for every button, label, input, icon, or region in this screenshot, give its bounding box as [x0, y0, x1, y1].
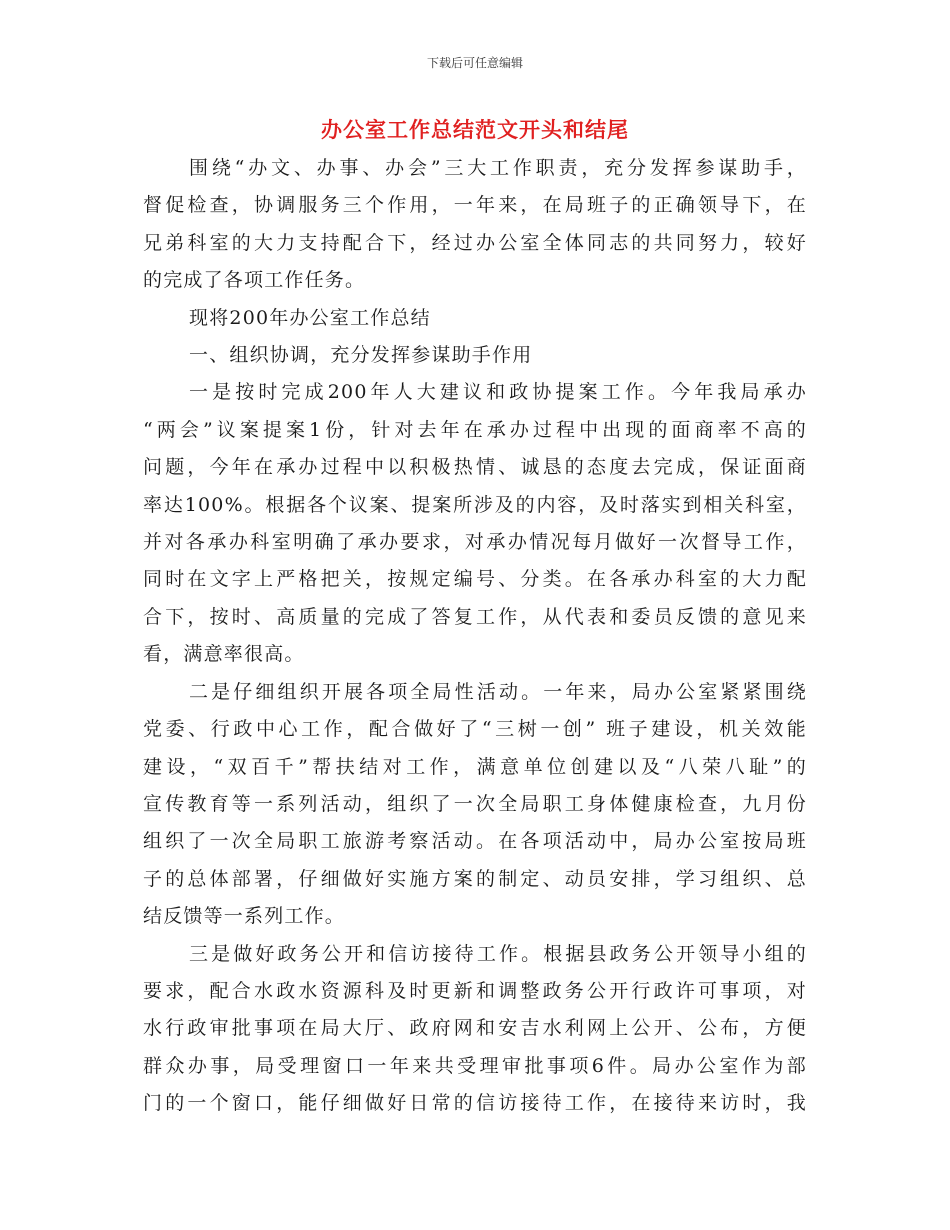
- text-line: 兄弟科室的大力支持配合下，经过办公室全体同志的共同努力，较好: [143, 231, 807, 254]
- text-line: 门的一个窗口，能仔细做好日常的信访接待工作，在接待来访时，我: [143, 1092, 807, 1115]
- text-line: 子的总体部署，仔细做好实施方案的制定、动员安排，学习组织、总: [143, 867, 807, 890]
- paragraph: [143, 374, 807, 673]
- text-line: 结反馈等一系列工作。: [143, 905, 346, 928]
- text-line: 并对各承办科室明确了承办要求，对承办情况每月做好一次督导工作，: [143, 531, 807, 554]
- paragraph: [143, 936, 807, 1123]
- text-line: 围绕“办文、办事、办会”三大工作职责，充分发挥参谋助手，: [189, 157, 807, 179]
- text-line: 合下，按时、高质量的完成了答复工作，从代表和委员反馈的意见来: [143, 605, 807, 628]
- paragraph: [143, 150, 807, 300]
- text-line: 水行政审批事项在局大厅、政府网和安吉水利网上公开、公布，方便: [143, 1017, 807, 1040]
- text-line: 现将200年办公室工作总结: [189, 306, 431, 329]
- text-line: 二是仔细组织开展各项全局性活动。一年来，局办公室紧紧围绕: [189, 680, 807, 703]
- text-line: “两会”议案提案1份，针对去年在承办过程中出现的面商率不高的: [143, 418, 807, 441]
- text-line: 一是按时完成200年人大建议和政协提案工作。今年我局承办: [189, 381, 807, 404]
- paragraph: [143, 674, 807, 936]
- text-line: 一、组织协调，充分发挥参谋助手作用: [189, 344, 533, 367]
- text-line: 三是做好政务公开和信访接待工作。根据县政务公开领导小组的: [189, 942, 807, 965]
- page-header-note: 下载后可任意编辑: [426, 56, 523, 70]
- text-line: 率达100%。根据各个议案、提案所涉及的内容，及时落实到相关科室，: [143, 493, 807, 516]
- text-line: 看，满意率很高。: [143, 643, 305, 666]
- document-title: 办公室工作总结范文开头和结尾: [321, 117, 629, 142]
- text-line: 组织了一次全局职工旅游考察活动。在各项活动中，局办公室按局班: [143, 830, 807, 853]
- text-line: 的完成了各项工作任务。: [143, 269, 366, 292]
- text-line: 要求，配合水政水资源科及时更新和调整政务公开行政许可事项，对: [143, 979, 807, 1002]
- text-line: 群众办事，局受理窗口一年来共受理审批事项6件。局办公室作为部: [143, 1054, 807, 1077]
- section-heading: [143, 337, 807, 374]
- document-body: [143, 150, 807, 1123]
- text-line: 同时在文字上严格把关，按规定编号、分类。在各承办科室的大力配: [143, 568, 807, 591]
- text-line: 建设，“双百千”帮扶结对工作，满意单位创建以及“八荣八耻”的: [143, 755, 807, 778]
- text-line: 问题，今年在承办过程中以积极热情、诚恳的态度去完成，保证面商: [143, 456, 807, 479]
- text-line: 督促检查，协调服务三个作用，一年来，在局班子的正确领导下，在: [143, 194, 807, 217]
- text-line: 党委、行政中心工作，配合做好了“三树一创” 班子建设，机关效能: [143, 718, 807, 741]
- text-line: 宣传教育等一系列活动，组织了一次全局职工身体健康检查，九月份: [143, 792, 807, 815]
- paragraph: [143, 300, 807, 337]
